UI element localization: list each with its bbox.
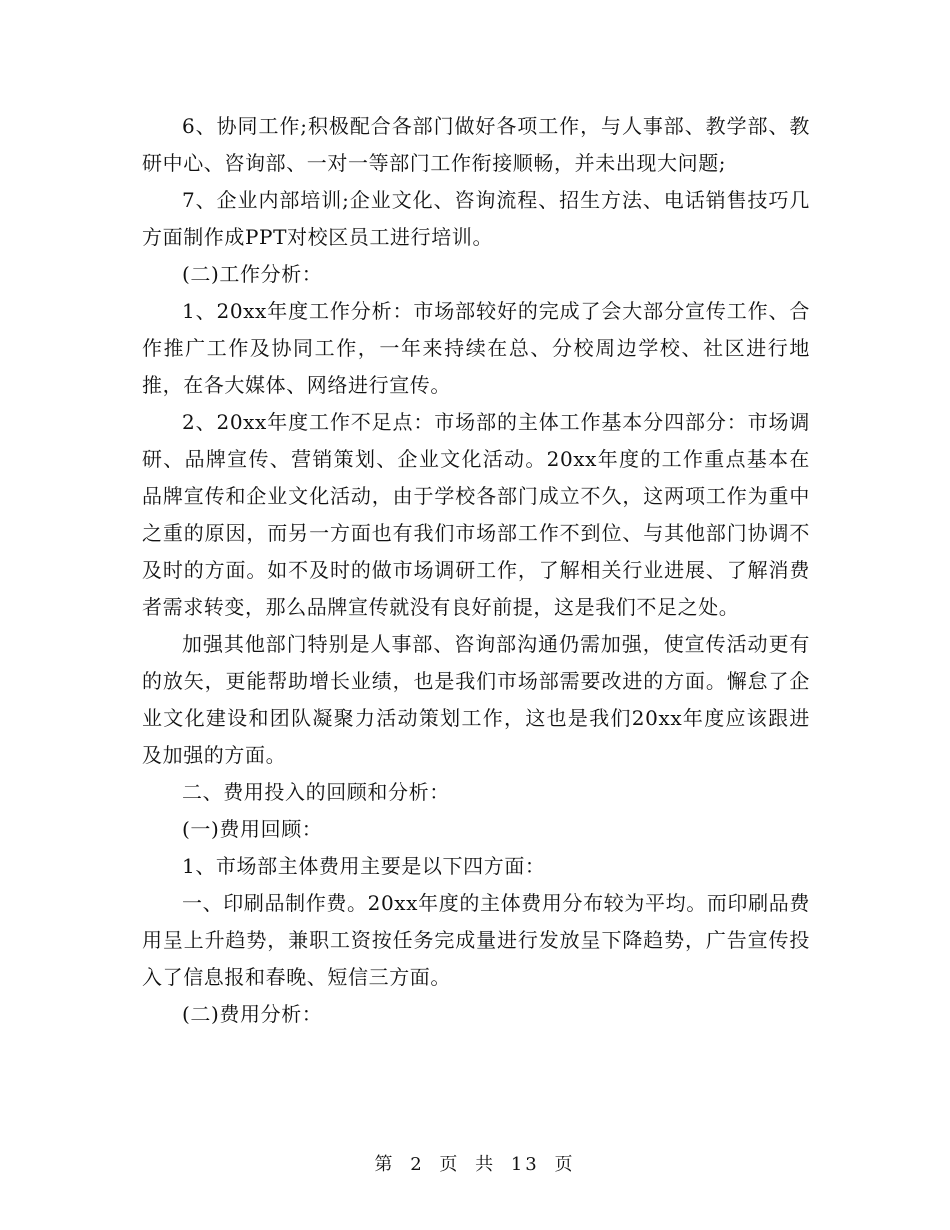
paragraph-shortcomings: 2、20xx年度工作不足点：市场部的主体工作基本分四部分：市场调研、品牌宣传、营销策划、企业文化活动。20xx年度的工作重点基本在品牌宣传和企业文化活动，由于学校各部门成立不久，这两项工作为重中之重的原因，而另一方面也有我们市场部工作不到位、与其他部门协调不及时的方面。如不及时的做市场调研工作，了解相关行业进展、了解消费者需求转变，那么品牌宣传就没有良好前提，这是我们不足之处。 xyxy=(142,410,810,619)
paragraph-coordination: 6、协同工作;积极配合各部门做好各项工作，与人事部、教学部、教研中心、咨询部、一对一等部门工作衔接顺畅，并未出现大问题; xyxy=(142,114,810,175)
paragraph-improvements: 加强其他部门特别是人事部、咨询部沟通仍需加强，使宣传活动更有的放矢，更能帮助增长业绩，也是我们市场部需要改进的方面。懈怠了企业文化建设和团队凝聚力活动策划工作，这也是我们20xx年度应该跟进及加强的方面。 xyxy=(142,632,810,767)
document-body xyxy=(142,108,810,1033)
page-number-footer: 第 2 页 共 13 页 xyxy=(374,1154,576,1175)
paragraph-training: 7、企业内部培训;企业文化、咨询流程、招生方法、电话销售技巧几方面制作成PPT对校区员工进行培训。 xyxy=(142,188,810,249)
heading-work-analysis: (二)工作分析： xyxy=(182,262,323,286)
heading-cost-analysis: (二)费用分析： xyxy=(182,1002,323,1026)
paragraph-main-costs: 1、市场部主体费用主要是以下四方面： xyxy=(182,854,546,878)
paragraph-printing-costs: 一、印刷品制作费。20xx年度的主体费用分布较为平均。而印刷品费用呈上升趋势，兼职工资按任务完成量进行发放呈下降趋势，广告宣传投入了信息报和春晚、短信三方面。 xyxy=(142,891,810,989)
paragraph-annual-analysis: 1、20xx年度工作分析：市场部较好的完成了会大部分宣传工作、合作推广工作及协同工作，一年来持续在总、分校周边学校、社区进行地推，在各大媒体、网络进行宣传。 xyxy=(142,299,810,397)
heading-cost-review-analysis: 二、费用投入的回顾和分析： xyxy=(182,780,450,804)
heading-cost-review: (一)费用回顾： xyxy=(182,817,323,841)
